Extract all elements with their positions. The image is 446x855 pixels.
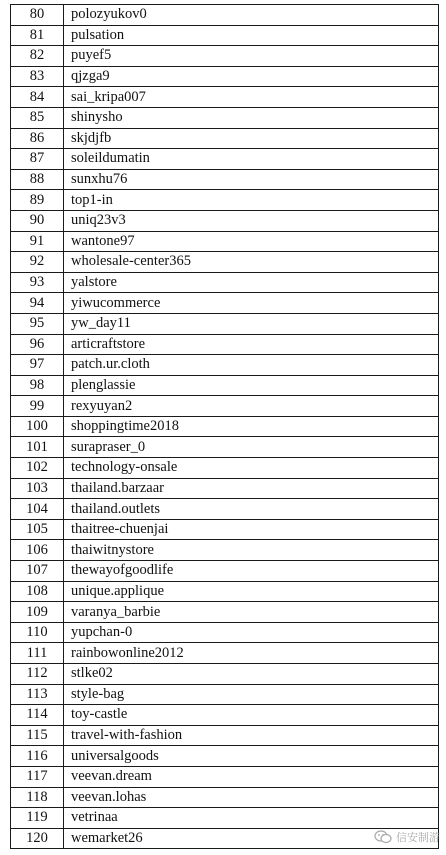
table-row bbox=[11, 437, 439, 458]
table-row bbox=[11, 5, 439, 26]
seller-name: yw_day11 bbox=[64, 313, 439, 334]
seller-name: puyef5 bbox=[64, 46, 439, 67]
table-row bbox=[11, 355, 439, 376]
table-row bbox=[11, 375, 439, 396]
row-number: 112 bbox=[11, 664, 64, 685]
seller-name: patch.ur.cloth bbox=[64, 355, 439, 376]
seller-name: rexyuyan2 bbox=[64, 396, 439, 417]
row-number: 116 bbox=[11, 746, 64, 767]
row-number: 90 bbox=[11, 210, 64, 231]
seller-name: universalgoods bbox=[64, 746, 439, 767]
seller-name: thewayofgoodlife bbox=[64, 561, 439, 582]
table-row bbox=[11, 684, 439, 705]
row-number: 109 bbox=[11, 602, 64, 623]
table-row bbox=[11, 746, 439, 767]
row-number: 118 bbox=[11, 787, 64, 808]
document-page bbox=[10, 4, 439, 849]
row-number: 91 bbox=[11, 231, 64, 252]
seller-name: sunxhu76 bbox=[64, 169, 439, 190]
table-row bbox=[11, 499, 439, 520]
row-number: 98 bbox=[11, 375, 64, 396]
seller-name: surapraser_0 bbox=[64, 437, 439, 458]
table-row bbox=[11, 66, 439, 87]
row-number: 84 bbox=[11, 87, 64, 108]
table-row bbox=[11, 725, 439, 746]
row-number: 99 bbox=[11, 396, 64, 417]
row-number: 96 bbox=[11, 334, 64, 355]
row-number: 102 bbox=[11, 458, 64, 479]
table-row bbox=[11, 766, 439, 787]
row-number: 114 bbox=[11, 705, 64, 726]
row-number: 97 bbox=[11, 355, 64, 376]
row-number: 94 bbox=[11, 293, 64, 314]
seller-list-body bbox=[11, 5, 439, 849]
seller-name: skjdjfb bbox=[64, 128, 439, 149]
row-number: 103 bbox=[11, 478, 64, 499]
seller-name: technology-onsale bbox=[64, 458, 439, 479]
row-number: 101 bbox=[11, 437, 64, 458]
row-number: 120 bbox=[11, 828, 64, 849]
seller-name: top1-in bbox=[64, 190, 439, 211]
row-number: 117 bbox=[11, 766, 64, 787]
table-row bbox=[11, 519, 439, 540]
table-row bbox=[11, 705, 439, 726]
table-row bbox=[11, 210, 439, 231]
table-row bbox=[11, 25, 439, 46]
seller-name: varanya_barbie bbox=[64, 602, 439, 623]
table-row bbox=[11, 416, 439, 437]
table-row bbox=[11, 581, 439, 602]
table-row bbox=[11, 128, 439, 149]
watermark-text: 信安制游 bbox=[396, 831, 440, 844]
row-number: 100 bbox=[11, 416, 64, 437]
row-number: 82 bbox=[11, 46, 64, 67]
seller-name: yupchan-0 bbox=[64, 622, 439, 643]
table-row bbox=[11, 231, 439, 252]
seller-name: travel-with-fashion bbox=[64, 725, 439, 746]
table-row bbox=[11, 169, 439, 190]
seller-name: thailand.outlets bbox=[64, 499, 439, 520]
row-number: 119 bbox=[11, 808, 64, 829]
row-number: 92 bbox=[11, 252, 64, 273]
seller-name: sai_kripa007 bbox=[64, 87, 439, 108]
table-row bbox=[11, 561, 439, 582]
seller-name: qjzga9 bbox=[64, 66, 439, 87]
row-number: 115 bbox=[11, 725, 64, 746]
seller-name: style-bag bbox=[64, 684, 439, 705]
row-number: 80 bbox=[11, 5, 64, 26]
seller-name: yalstore bbox=[64, 272, 439, 293]
row-number: 88 bbox=[11, 169, 64, 190]
wechat-icon bbox=[374, 830, 392, 844]
row-number: 104 bbox=[11, 499, 64, 520]
table-row bbox=[11, 396, 439, 417]
seller-name: wantone97 bbox=[64, 231, 439, 252]
seller-name: articraftstore bbox=[64, 334, 439, 355]
seller-name: thailand.barzaar bbox=[64, 478, 439, 499]
row-number: 106 bbox=[11, 540, 64, 561]
table-row bbox=[11, 252, 439, 273]
row-number: 83 bbox=[11, 66, 64, 87]
table-row bbox=[11, 46, 439, 67]
row-number: 81 bbox=[11, 25, 64, 46]
seller-name: polozyukov0 bbox=[64, 5, 439, 26]
table-row bbox=[11, 643, 439, 664]
row-number: 113 bbox=[11, 684, 64, 705]
seller-name: yiwucommerce bbox=[64, 293, 439, 314]
seller-name: wemarket26 bbox=[64, 828, 439, 849]
row-number: 95 bbox=[11, 313, 64, 334]
seller-name: thaitree-chuenjai bbox=[64, 519, 439, 540]
table-row bbox=[11, 272, 439, 293]
table-row bbox=[11, 540, 439, 561]
row-number: 105 bbox=[11, 519, 64, 540]
seller-name: vetrinaa bbox=[64, 808, 439, 829]
seller-name: soleildumatin bbox=[64, 149, 439, 170]
row-number: 110 bbox=[11, 622, 64, 643]
table-row bbox=[11, 458, 439, 479]
table-row bbox=[11, 787, 439, 808]
row-number: 108 bbox=[11, 581, 64, 602]
seller-name: wholesale-center365 bbox=[64, 252, 439, 273]
row-number: 86 bbox=[11, 128, 64, 149]
seller-list-table bbox=[10, 4, 439, 849]
seller-name: veevan.lohas bbox=[64, 787, 439, 808]
watermark bbox=[374, 829, 440, 845]
row-number: 93 bbox=[11, 272, 64, 293]
table-row bbox=[11, 293, 439, 314]
row-number: 107 bbox=[11, 561, 64, 582]
seller-name: rainbowonline2012 bbox=[64, 643, 439, 664]
table-row bbox=[11, 334, 439, 355]
seller-name: uniq23v3 bbox=[64, 210, 439, 231]
table-row bbox=[11, 478, 439, 499]
table-row bbox=[11, 602, 439, 623]
seller-name: plenglassie bbox=[64, 375, 439, 396]
seller-name: shinysho bbox=[64, 107, 439, 128]
seller-name: unique.applique bbox=[64, 581, 439, 602]
table-row bbox=[11, 190, 439, 211]
seller-name: thaiwitnystore bbox=[64, 540, 439, 561]
table-row bbox=[11, 808, 439, 829]
seller-name: toy-castle bbox=[64, 705, 439, 726]
table-row bbox=[11, 313, 439, 334]
seller-name: shoppingtime2018 bbox=[64, 416, 439, 437]
table-row bbox=[11, 664, 439, 685]
seller-name: veevan.dream bbox=[64, 766, 439, 787]
seller-name: stlke02 bbox=[64, 664, 439, 685]
row-number: 89 bbox=[11, 190, 64, 211]
table-row bbox=[11, 87, 439, 108]
table-row bbox=[11, 622, 439, 643]
row-number: 111 bbox=[11, 643, 64, 664]
table-row bbox=[11, 107, 439, 128]
row-number: 85 bbox=[11, 107, 64, 128]
seller-name: pulsation bbox=[64, 25, 439, 46]
table-row bbox=[11, 149, 439, 170]
row-number: 87 bbox=[11, 149, 64, 170]
